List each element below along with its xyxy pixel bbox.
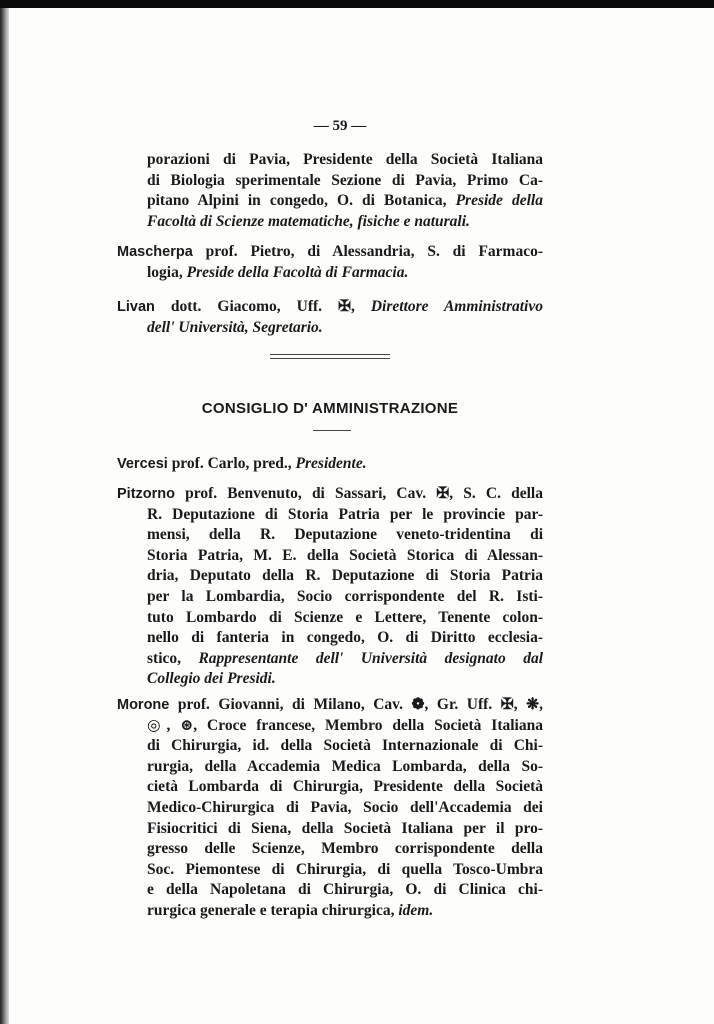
text-segment: rurgia, della Accademia Medica Lombarda, della So- (147, 757, 543, 775)
member-entry (117, 297, 543, 338)
text-segment: R. Deputazione di Storia Patria per le provincie par- (147, 505, 543, 523)
role-text: Preside della Facoltà di Farmacia. (186, 263, 409, 281)
text-line (117, 484, 543, 505)
text-line (147, 716, 543, 737)
role-text: Collegio dei Presidi. (147, 670, 276, 688)
member-entry (117, 150, 543, 232)
text-segment: stico, (147, 649, 199, 667)
member-entry (117, 242, 543, 283)
text-segment: di Biologia sperimentale Sezione di Pavia, Primo Ca- (147, 171, 543, 189)
role-text: Presidente. (295, 455, 367, 472)
text-line (147, 566, 543, 587)
text-segment: e della Napoletana di Chirurgia, O. di Clinica chi- (147, 881, 543, 899)
text-line (147, 587, 543, 608)
scan-binding-edge (0, 8, 9, 1024)
role-text: idem. (398, 901, 434, 919)
section-divider (270, 354, 390, 359)
member-name: Livan (117, 299, 155, 315)
scan-top-border (0, 0, 714, 8)
text-line (147, 263, 543, 284)
text-line (147, 757, 543, 778)
text-line (147, 736, 543, 757)
text-line (147, 171, 543, 192)
text-line (147, 608, 543, 629)
text-segment: prof. Carlo, pred., (167, 455, 296, 472)
text-line (147, 819, 543, 840)
text-segment: per la Lombardia, Socio corrispondente del R. Isti- (147, 587, 543, 605)
member-name: Morone (117, 697, 170, 713)
text-line (147, 880, 543, 901)
text-line (147, 777, 543, 798)
text-line (147, 839, 543, 860)
member-name: Vercesi (117, 456, 168, 472)
text-line (147, 546, 543, 567)
text-segment: Soc. Piemontese di Chirurgia, di quella Tosco-Umbra (147, 860, 543, 878)
role-text: dell' Università, Segretario. (147, 318, 323, 336)
text-segment: Fisiocritici di Siena, della Società Italiana per il pro- (147, 819, 543, 837)
member-name: Pitzorno (117, 486, 175, 502)
text-segment: Medico-Chirurgica di Pavia, Socio dell'Accademia dei (147, 798, 543, 816)
text-segment: mensi, della R. Deputazione veneto-tridentina di (147, 526, 543, 544)
text-line (147, 798, 543, 819)
text-line (147, 191, 543, 212)
text-segment: ◎, ⊛, Croce francese, Membro della Società Italiana (147, 716, 543, 734)
text-line (147, 901, 543, 922)
section-title: CONSIGLIO D' AMMINISTRAZIONE (201, 400, 459, 417)
text-segment: prof. Giovanni, di Milano, Cav. ❁, Gr. Uff. ✠, ❋, (169, 696, 543, 713)
text-line (147, 525, 543, 546)
text-segment: tuto Lombardo di Scienze e Lettere, Tenente colon- (147, 608, 543, 626)
text-segment: di Chirurgia, id. della Società Internazionale di Chi- (147, 737, 543, 755)
text-line (147, 318, 543, 339)
text-segment: rurgica generale e terapia chirurgica, (147, 901, 399, 919)
member-entry (117, 695, 543, 922)
member-entry (117, 454, 543, 475)
text-segment: dria, Deputato della R. Deputazione di Storia Patria (147, 567, 543, 585)
text-line (147, 628, 543, 649)
text-segment: gresso delle Scienze, Membro corrispondente della (147, 840, 543, 858)
text-segment: dott. Giacomo, Uff. ✠, (154, 298, 371, 315)
role-text: Rappresentante dell' Università designato dal (198, 649, 543, 667)
title-underline (313, 430, 351, 431)
text-segment: prof. Pietro, di Alessandria, S. di Farmaco- (192, 243, 543, 260)
member-name: Mascherpa (117, 244, 193, 260)
text-segment: nello di fanteria in congedo, O. di Diritto ecclesia- (147, 629, 543, 647)
text-segment: cietà Lombarda di Chirurgia, Presidente della Società (147, 778, 543, 796)
text-line (147, 150, 543, 171)
page-number: — 59 — (313, 118, 367, 134)
role-text: Direttore Amministrativo (370, 298, 543, 315)
text-line (117, 454, 543, 475)
text-segment: prof. Benvenuto, di Sassari, Cav. ✠, S. C. della (175, 485, 543, 502)
text-line (147, 669, 543, 690)
text-line (117, 242, 543, 263)
role-text: Facoltà di Scienze matematiche, fisiche e naturali. (147, 212, 470, 230)
text-segment: pitano Alpini in congedo, O. di Botanica, (147, 192, 456, 210)
text-segment: Storia Patria, M. E. della Società Storica di Alessan- (147, 546, 543, 564)
text-line (117, 695, 543, 716)
text-line (147, 505, 543, 526)
member-entry (117, 484, 543, 690)
text-line (147, 860, 543, 881)
text-line (147, 212, 543, 233)
text-segment: logia, (147, 263, 187, 281)
text-line (147, 649, 543, 670)
text-line (117, 297, 543, 318)
role-text: Preside della (455, 192, 543, 210)
text-segment: porazioni di Pavia, Presidente della Società Italiana (147, 151, 543, 168)
